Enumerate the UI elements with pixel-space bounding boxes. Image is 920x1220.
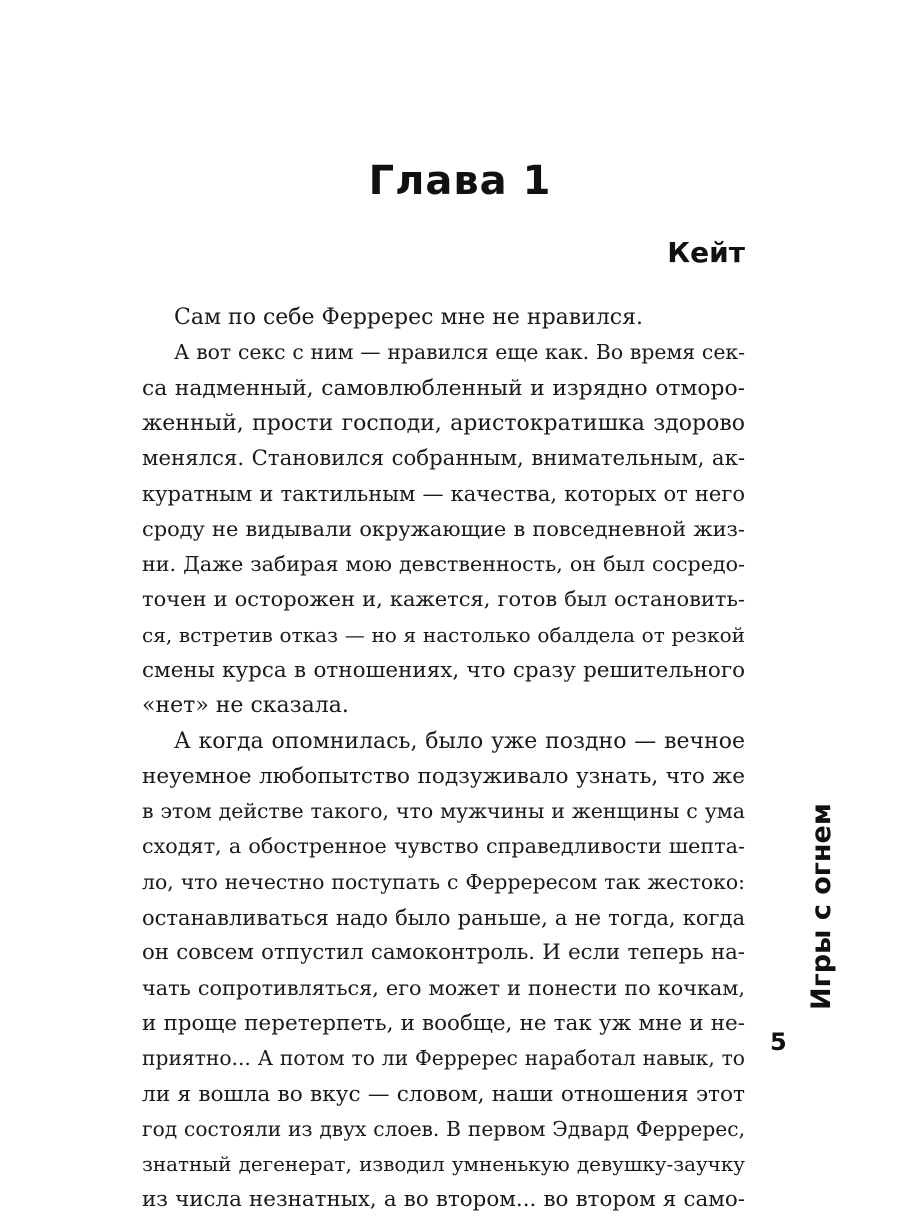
text-line: А вот секс с ним — нравился еще как. Во время сек-: [174, 340, 745, 365]
text-line: год состояли из двух слоев. В первом Эдвард Ферререс,: [142, 1116, 745, 1141]
text-line: чать сопротивляться, его может и понести по кочкам,: [142, 975, 745, 1000]
text-line: и проще перетерпеть, и вообще, не так уж мне и не-: [142, 1010, 745, 1036]
text-line: неуемное любопытство подзуживало узнать, что же: [142, 763, 745, 789]
chapter-title: Глава 1: [368, 158, 552, 204]
text-line: куратным и тактильным — качества, которых от него: [142, 481, 745, 507]
text-line: знатный дегенерат, изводил умненькую девушку-заучку: [142, 1153, 745, 1177]
body-text: [142, 300, 745, 1218]
chapter-pov-name: Кейт: [667, 236, 745, 269]
text-line: точен и осторожен и, кажется, готов был остановить-: [142, 587, 745, 612]
text-line: сходят, а обостренное чувство справедливости шепта-: [142, 834, 745, 859]
text-line: ни. Даже забирая мою девственность, он был сосредо-: [142, 552, 745, 577]
text-line: менялся. Становился собранным, внимательным, ак-: [142, 446, 745, 472]
text-line: сроду не видывали окружающие в повседневной жиз-: [142, 516, 745, 541]
text-line: в этом действе такого, что мужчины и женщины с ума: [142, 799, 745, 824]
text-line: он совсем отпустил самоконтроль. И если теперь на-: [142, 940, 745, 966]
text-line: «нет» не сказала.: [142, 693, 349, 719]
text-line: женный, прости господи, аристократишка здорово: [142, 410, 745, 436]
text-line: ли я вошла во вкус — словом, наши отношения этот: [142, 1081, 745, 1107]
text-line: ло, что нечестно поступать с Феррересом так жестоко:: [142, 869, 745, 894]
page-number: 5: [770, 1028, 787, 1056]
text-line: смены курса в отношениях, что сразу решительного: [142, 657, 745, 683]
text-line: са надменный, самовлюбленный и изрядно отморо-: [142, 375, 745, 401]
text-line: останавливаться надо было раньше, а не тогда, когда: [142, 905, 745, 931]
running-book-title: Игры с огнем: [806, 803, 837, 1010]
text-line: ся, встретив отказ — но я настолько обалдела от резкой: [142, 622, 745, 647]
text-line: приятно... А потом то ли Ферререс наработал навык, то: [142, 1046, 745, 1071]
text-line: из числа незнатных, а во втором... во втором я само-: [142, 1187, 745, 1213]
text-line: Сам по себе Ферререс мне не нравился.: [174, 305, 643, 330]
text-line: А когда опомнилась, было уже поздно — вечное: [174, 728, 745, 754]
